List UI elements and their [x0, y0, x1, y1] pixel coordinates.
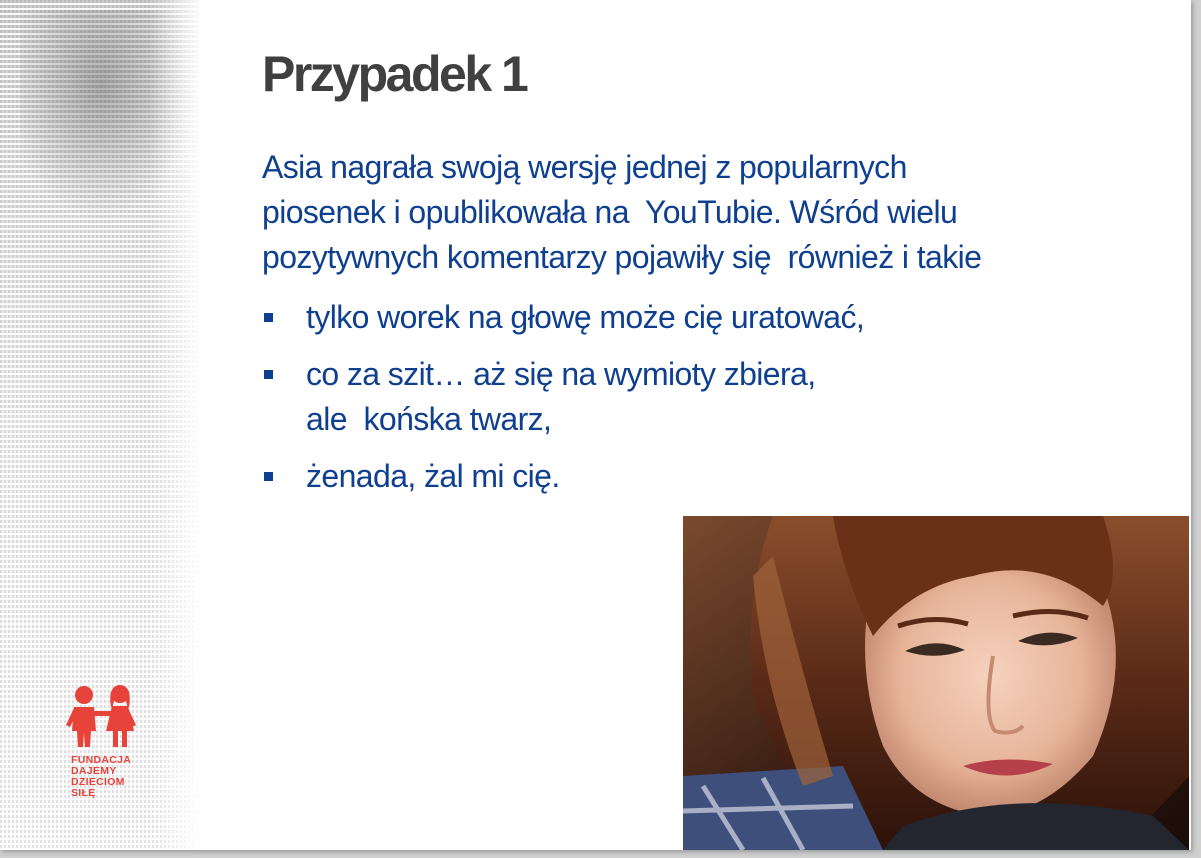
intro-line: piosenek i opublikowała na YouTubie. Wśród wielu — [262, 194, 958, 230]
comment-text: co za szit… aż się na wymioty zbiera, — [306, 356, 816, 392]
comment-item — [262, 352, 1082, 442]
intro-paragraph — [262, 145, 1162, 280]
intro-line: Asia nagrała swoją wersję jednej z popularnych — [262, 149, 907, 185]
logo-text-line: DAJEMY — [71, 765, 117, 777]
children-logo-icon — [60, 683, 150, 753]
sad-girl-photo — [683, 516, 1189, 850]
comment-list — [262, 295, 1082, 511]
comment-item — [262, 295, 1082, 340]
comment-text: tylko worek na głowę może cię uratować, — [306, 299, 865, 335]
strip-fade — [150, 0, 200, 850]
logo-text-line: FUNDACJA — [71, 754, 132, 766]
foundation-logo — [60, 683, 150, 813]
logo-text-line: DZIECIOM — [71, 776, 125, 788]
intro-line: pozytywnych komentarzy pojawiły się również i takie — [262, 239, 982, 275]
square-bullet-icon — [264, 370, 273, 379]
slide-title: Przypadek 1 — [262, 46, 527, 102]
square-bullet-icon — [264, 313, 273, 322]
logo-text — [71, 755, 131, 799]
comment-text: żenada, żal mi cię. — [306, 458, 560, 494]
logo-text-line: SIŁĘ — [71, 787, 96, 799]
comment-item — [262, 454, 1082, 499]
square-bullet-icon — [264, 472, 273, 481]
girl-photo-icon — [683, 516, 1189, 850]
comment-text: ale końska twarz, — [306, 401, 552, 437]
